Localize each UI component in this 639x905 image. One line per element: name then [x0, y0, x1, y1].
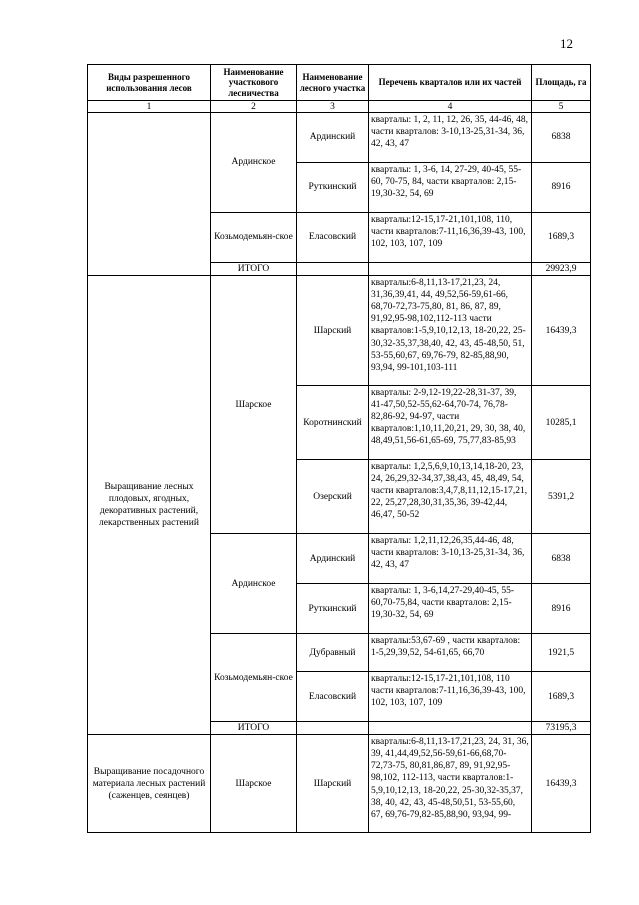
area-value: 8916 — [532, 163, 591, 213]
total-label: ИТОГО — [211, 722, 297, 735]
quarters-list: кварталы: 1,2,11,12,26,35,44-46, 48, части кварталов: 3-10,13-25,31-34, 36, 42, 43, 47 — [369, 534, 532, 584]
plot-name: Еласовский — [297, 672, 369, 722]
quarters-list: кварталы:12-15,17-21,101,108, 110 части кварталов:7-11,16,36,39-43, 100, 102, 103, 107, 109 — [369, 672, 532, 722]
column-number: 1 — [88, 101, 211, 113]
empty-cell — [297, 722, 369, 735]
plot-name: Шарский — [297, 276, 369, 386]
forestry-cell: Ардинское — [211, 113, 297, 213]
header-use-type: Виды разрешенного использования лесов — [88, 65, 211, 101]
empty-cell — [369, 722, 532, 735]
column-number: 5 — [532, 101, 591, 113]
plot-name: Ардинский — [297, 113, 369, 163]
area-value: 6838 — [532, 113, 591, 163]
plot-name: Коротнинский — [297, 386, 369, 460]
area-value: 1921,5 — [532, 634, 591, 672]
column-number-row — [88, 101, 591, 113]
area-value: 16439,3 — [532, 276, 591, 386]
page-number: 12 — [560, 36, 573, 51]
quarters-list: кварталы: 1,2,5,6,9,10,13,14,18-20, 23, 24, 26,29,32-34,37,38,43, 45, 48,49, 54, части кварталов:3,4,7,8,11,12,15-17,21, 22, 25,27,28,30,31,35,36, 39-42,44, 46,47, 50-52 — [369, 460, 532, 534]
forest-use-table — [87, 64, 591, 833]
forestry-cell: Козьмодемьян-ское — [211, 213, 297, 263]
empty-cell — [297, 263, 369, 276]
area-value: 6838 — [532, 534, 591, 584]
total-label: ИТОГО — [211, 263, 297, 276]
header-forestry: Наименование участкового лесничества — [211, 65, 297, 101]
empty-cell — [369, 263, 532, 276]
plot-name: Дубравный — [297, 634, 369, 672]
forestry-cell: Шарское — [211, 735, 297, 833]
total-value: 73195,3 — [532, 722, 591, 735]
plot-name: Шарский — [297, 735, 369, 833]
plot-name: Озерский — [297, 460, 369, 534]
area-value: 5391,2 — [532, 460, 591, 534]
column-number: 2 — [211, 101, 297, 113]
plot-name: Ардинский — [297, 534, 369, 584]
quarters-list: кварталы:12-15,17-21,101,108, 110, части кварталов:7-11,16,36,39-43, 100, 102, 103, 107, 109 — [369, 213, 532, 263]
area-value: 10285,1 — [532, 386, 591, 460]
quarters-list: кварталы:53,67-69 , части кварталов: 1-5,29,39,52, 54-61,65, 66,70 — [369, 634, 532, 672]
use-type-cell: Выращивание лесных плодовых, ягодных, декоративных растений, лекарственных растений — [88, 276, 211, 735]
table-row — [88, 276, 591, 386]
area-value: 1689,3 — [532, 213, 591, 263]
forestry-cell: Козьмодемьян-ское — [211, 634, 297, 722]
forestry-cell: Шарское — [211, 276, 297, 534]
area-value: 8916 — [532, 584, 591, 634]
column-number: 4 — [369, 101, 532, 113]
header-plot: Наименование лесного участка — [297, 65, 369, 101]
table-row — [88, 113, 591, 163]
quarters-list: кварталы:6-8,11,13-17,21,23, 24, 31,36,39,41, 44, 49,52,56-59,61-66, 68,70-72,73-75,80, 81, 86, 87, 89, 91,92,95-98,102,112-113 части кварталов:1-5,9,10,12,13, 18-20,22, 25-30,32-35,37,38,40, 42, 43, 45-48,50, 51, 53-55,60,67, 69,76-79, 82-85,88,90, 93,94, 99-101,103-111 — [369, 276, 532, 386]
plot-name: Руткинский — [297, 584, 369, 634]
header-area: Площадь, га — [532, 65, 591, 101]
plot-name: Еласовский — [297, 213, 369, 263]
quarters-list: кварталы: 1, 3-6,14,27-29,40-45, 55-60,70-75,84, части кварталов: 2,15-19,30-32, 54, 69 — [369, 584, 532, 634]
forestry-cell: Ардинское — [211, 534, 297, 634]
quarters-list: кварталы: 2-9,12-19,22-28,31-37, 39, 41-47,50,52-55,62-64,70-74, 76,78-82,86-92, 94-97, части кварталов:1,10,11,20,21, 29, 30, 38, 40, 48,49,51,56-61,65-69, 75,77,83-85,93 — [369, 386, 532, 460]
quarters-list: кварталы: 1, 2, 11, 12, 26, 35, 44-46, 48, части кварталов: 3-10,13-25,31-34, 36, 42, 43, 47 — [369, 113, 532, 163]
total-value: 29923,9 — [532, 263, 591, 276]
quarters-list: кварталы:6-8,11,13-17,21,23, 24, 31, 36, 39, 41,44,49,52,56-59,61-66,68,70-72,73-75, 80,81,86,87, 89, 91,92,95-98,102, 112-113, части кварталов:1-5,9,10,12,13, 18-20,22, 25-30,32-35,37, 38, 40, 42, 43, 45-48,50,51, 53-55,60, 67, 69,76-79,82-85,88,90, 93,94, 99- — [369, 735, 532, 833]
use-type-cell — [88, 113, 211, 276]
use-type-cell: Выращивание посадочного материала лесных растений (саженцев, сеянцев) — [88, 735, 211, 833]
header-row — [88, 65, 591, 101]
quarters-list: кварталы: 1, 3-6, 14, 27-29, 40-45, 55-60, 70-75, 84, части кварталов: 2,15-19,30-32, 54, 69 — [369, 163, 532, 213]
plot-name: Руткинский — [297, 163, 369, 213]
area-value: 16439,3 — [532, 735, 591, 833]
header-quarters: Перечень кварталов или их частей — [369, 65, 532, 101]
column-number: 3 — [297, 101, 369, 113]
area-value: 1689,3 — [532, 672, 591, 722]
table-row — [88, 735, 591, 833]
